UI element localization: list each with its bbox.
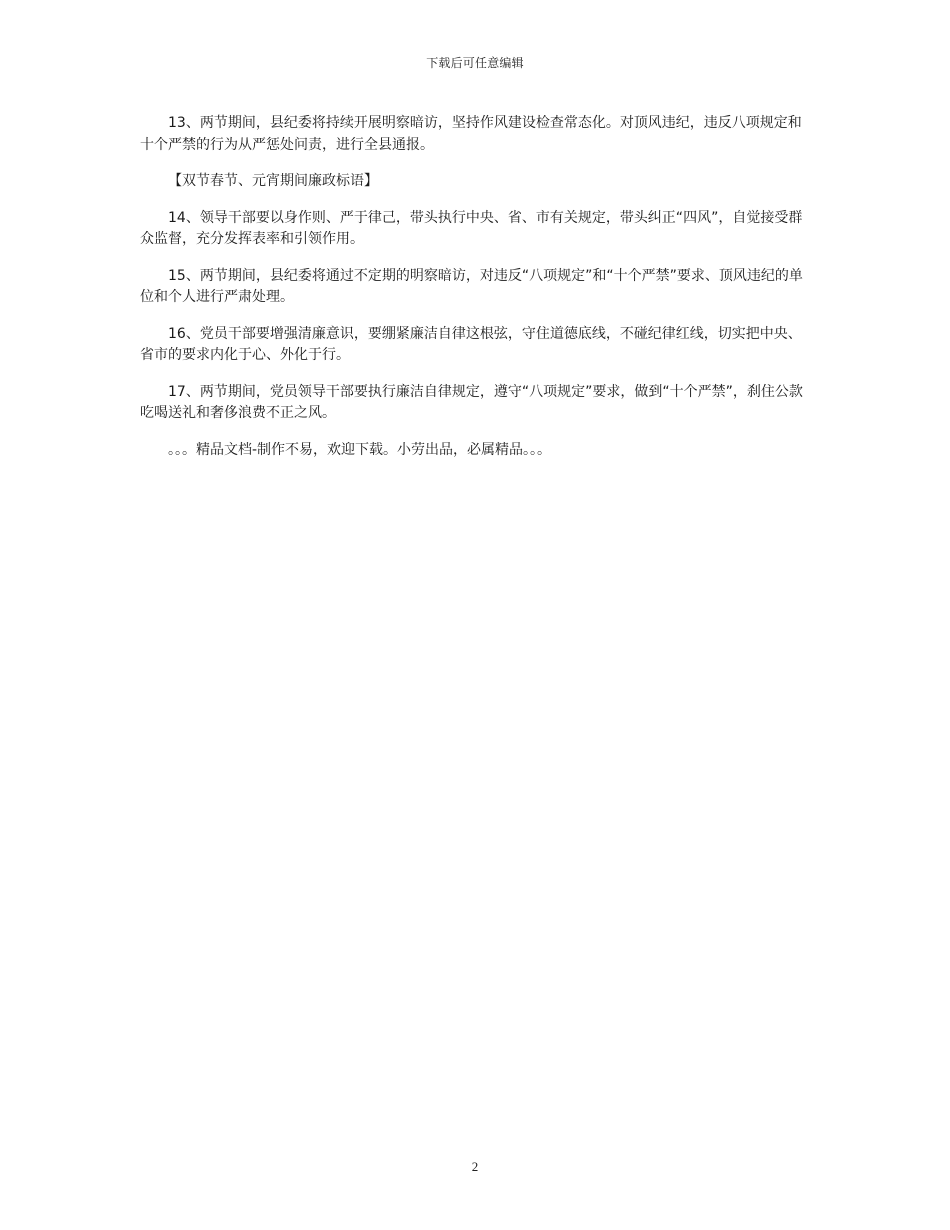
paragraph-15: 15、两节期间，县纪委将通过不定期的明察暗访，对违反“八项规定”和“十个严禁”要求、顶风违纪的单位和个人进行严肃处理。 [140, 267, 803, 305]
section-heading: 【双节春节、元宵期间廉政标语】 [168, 173, 378, 189]
paragraph-16: 16、党员干部要增强清廉意识，要绷紧廉洁自律这根弦，守住道德底线，不碰纪律红线，切实把中央、省市的要求内化于心、外化于行。 [140, 325, 802, 363]
closing-note: 。。。精品文档-制作不易，欢迎下载。小劳出品，必属精品。。。 [168, 441, 552, 458]
document-body [140, 113, 812, 476]
page-number: 2 [471, 1159, 479, 1174]
paragraph-13: 13、两节期间，县纪委将持续开展明察暗访，坚持作风建设检查常态化。对顶风违纪，违反八项规定和十个严禁的行为从严惩处问责，进行全县通报。 [140, 115, 802, 153]
paragraph-14: 14、领导干部要以身作则、严于律己，带头执行中央、省、市有关规定，带头纠正“四风”，自觉接受群众监督，充分发挥表率和引领作用。 [140, 209, 803, 247]
page-header: 下载后可任意编辑 [426, 56, 524, 70]
paragraph-17: 17、两节期间，党员领导干部要执行廉洁自律规定，遵守“八项规定”要求，做到“十个严禁”，刹住公款吃喝送礼和奢侈浪费不正之风。 [140, 383, 803, 421]
